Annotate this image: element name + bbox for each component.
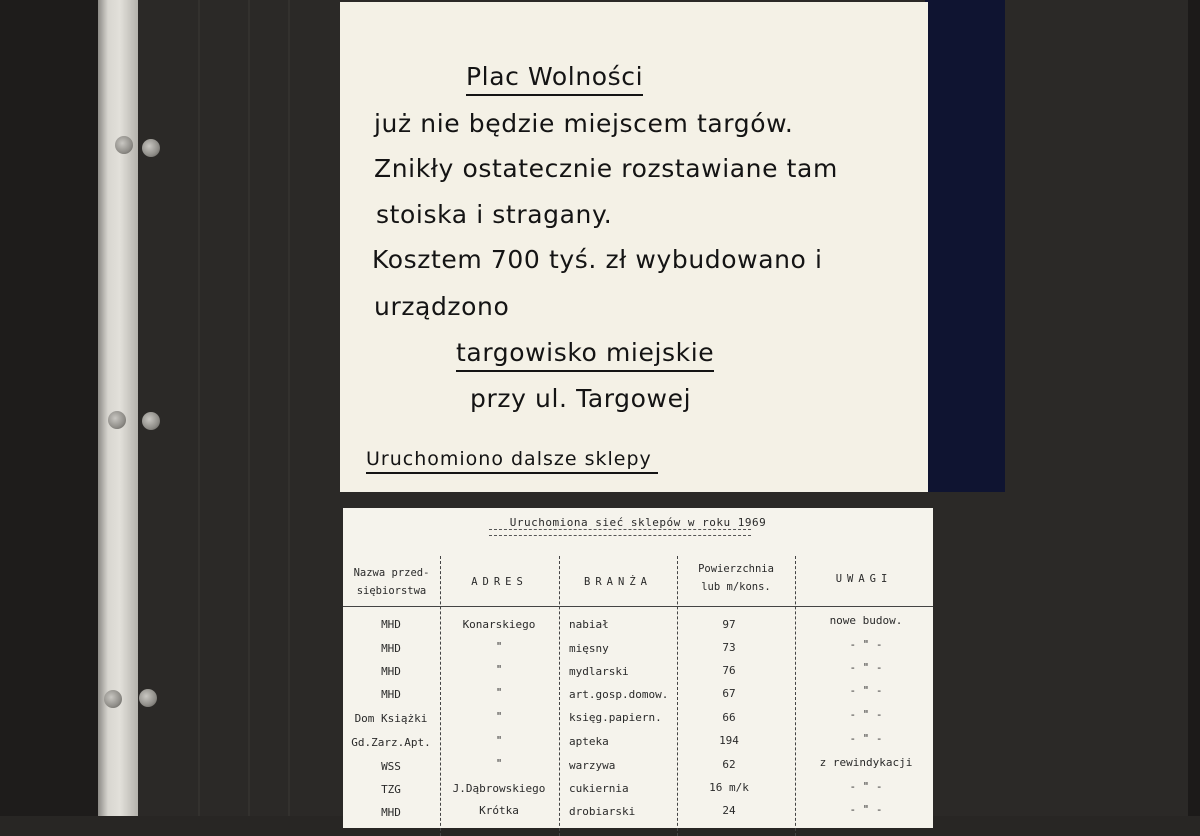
punch-hole xyxy=(139,689,157,707)
table-cell: 76 xyxy=(722,664,736,677)
table-cell: - " - xyxy=(849,732,883,745)
title-double-rule xyxy=(489,529,751,536)
sheet-title: Uruchomiona sieć sklepów w roku 1969 xyxy=(509,516,767,529)
table-cell: Konarskiego xyxy=(462,618,536,631)
header-rule xyxy=(343,606,933,607)
table-cell: Gd.Zarz.Apt. xyxy=(351,736,431,749)
column-divider xyxy=(677,556,678,836)
table-cell: - " - xyxy=(849,684,883,697)
table-cell: apteka xyxy=(569,735,609,748)
table-cell: " xyxy=(495,710,503,723)
table-cell: " xyxy=(495,663,503,676)
table-cell: 67 xyxy=(722,687,736,700)
table-cell: - " - xyxy=(849,638,883,651)
table-cell: nabiał xyxy=(569,618,609,631)
table-cell: MHD xyxy=(381,688,401,701)
header-branch: BRANŻA xyxy=(584,576,652,588)
table-cell: art.gosp.domow. xyxy=(569,688,669,701)
table-cell: J.Dąbrowskiego xyxy=(452,782,546,795)
table-cell: MHD xyxy=(381,665,401,678)
album-right-edge xyxy=(1188,0,1200,816)
header-name-line2: siębiorstwa xyxy=(356,585,427,597)
header-area-line1: Powierzchnia xyxy=(698,563,774,575)
table-cell: " xyxy=(495,686,503,699)
table-cell: MHD xyxy=(381,618,401,631)
table-cell: warzywa xyxy=(569,759,616,772)
page-edge-line xyxy=(248,0,250,816)
column-divider xyxy=(559,556,560,836)
page-edge-line xyxy=(288,0,290,816)
table-cell: TZG xyxy=(381,783,401,796)
clipping-text-line: już nie będzie miejscem targów. xyxy=(374,109,794,138)
clipping-headline: Plac Wolności xyxy=(466,62,643,96)
table-cell: mięsny xyxy=(569,642,609,655)
table-cell: 24 xyxy=(722,804,736,817)
page-edge-line xyxy=(198,0,200,816)
table-cell: nowe budow. xyxy=(829,614,903,627)
punch-hole xyxy=(108,411,126,429)
table-cell: " xyxy=(495,640,503,653)
table-cell: WSS xyxy=(381,760,401,773)
newspaper-clipping xyxy=(340,2,928,492)
header-notes: UWAGI xyxy=(835,573,893,585)
clipping-footer: Uruchomiono dalsze sklepy xyxy=(366,448,658,474)
table-cell: - " - xyxy=(849,708,883,721)
table-cell: MHD xyxy=(381,806,401,819)
punch-hole xyxy=(104,690,122,708)
header-area-line2: lub m/kons. xyxy=(701,581,771,593)
clipping-text-line: Kosztem 700 tyś. zł wybudowano i xyxy=(372,245,823,274)
clipping-text-line: stoiska i stragany. xyxy=(376,200,613,229)
table-cell: z rewindykacji xyxy=(819,756,913,769)
table-cell: 62 xyxy=(722,758,736,771)
album-left-edge xyxy=(0,0,102,816)
header-name xyxy=(343,564,440,600)
table-cell: - " - xyxy=(849,780,883,793)
table-cell: 97 xyxy=(722,618,736,631)
header-name-line1: Nazwa przed- xyxy=(353,567,430,579)
table-cell: - " - xyxy=(849,803,883,816)
column-divider xyxy=(795,556,796,836)
typed-table-sheet xyxy=(343,508,933,828)
header-address: ADRES xyxy=(471,576,528,588)
table-cell: " xyxy=(495,757,503,770)
punch-hole xyxy=(142,139,160,157)
clipping-text-line: urządzono xyxy=(374,292,510,321)
header-area xyxy=(677,560,795,596)
punch-hole xyxy=(142,412,160,430)
table-cell: MHD xyxy=(381,642,401,655)
table-cell: cukiernia xyxy=(569,782,629,795)
table-cell: 16 m/k xyxy=(709,781,749,794)
punch-hole xyxy=(115,136,133,154)
table-cell: Dom Książki xyxy=(354,712,428,725)
clipping-subheadline: targowisko miejskie xyxy=(456,338,714,372)
table-cell: księg.papiern. xyxy=(569,711,662,724)
clipping-text-line: Znikły ostatecznie rozstawiane tam xyxy=(374,154,838,183)
table-cell: - " - xyxy=(849,661,883,674)
table-cell: mydlarski xyxy=(569,665,629,678)
table-cell: " xyxy=(495,734,503,747)
table-cell: Krótka xyxy=(479,804,519,817)
table-cell: 73 xyxy=(722,641,736,654)
table-cell: drobiarski xyxy=(569,805,636,818)
blue-card-backing xyxy=(925,0,1005,492)
clipping-text-line: przy ul. Targowej xyxy=(470,384,692,413)
table-cell: 66 xyxy=(722,711,736,724)
table-cell: 194 xyxy=(719,734,739,747)
